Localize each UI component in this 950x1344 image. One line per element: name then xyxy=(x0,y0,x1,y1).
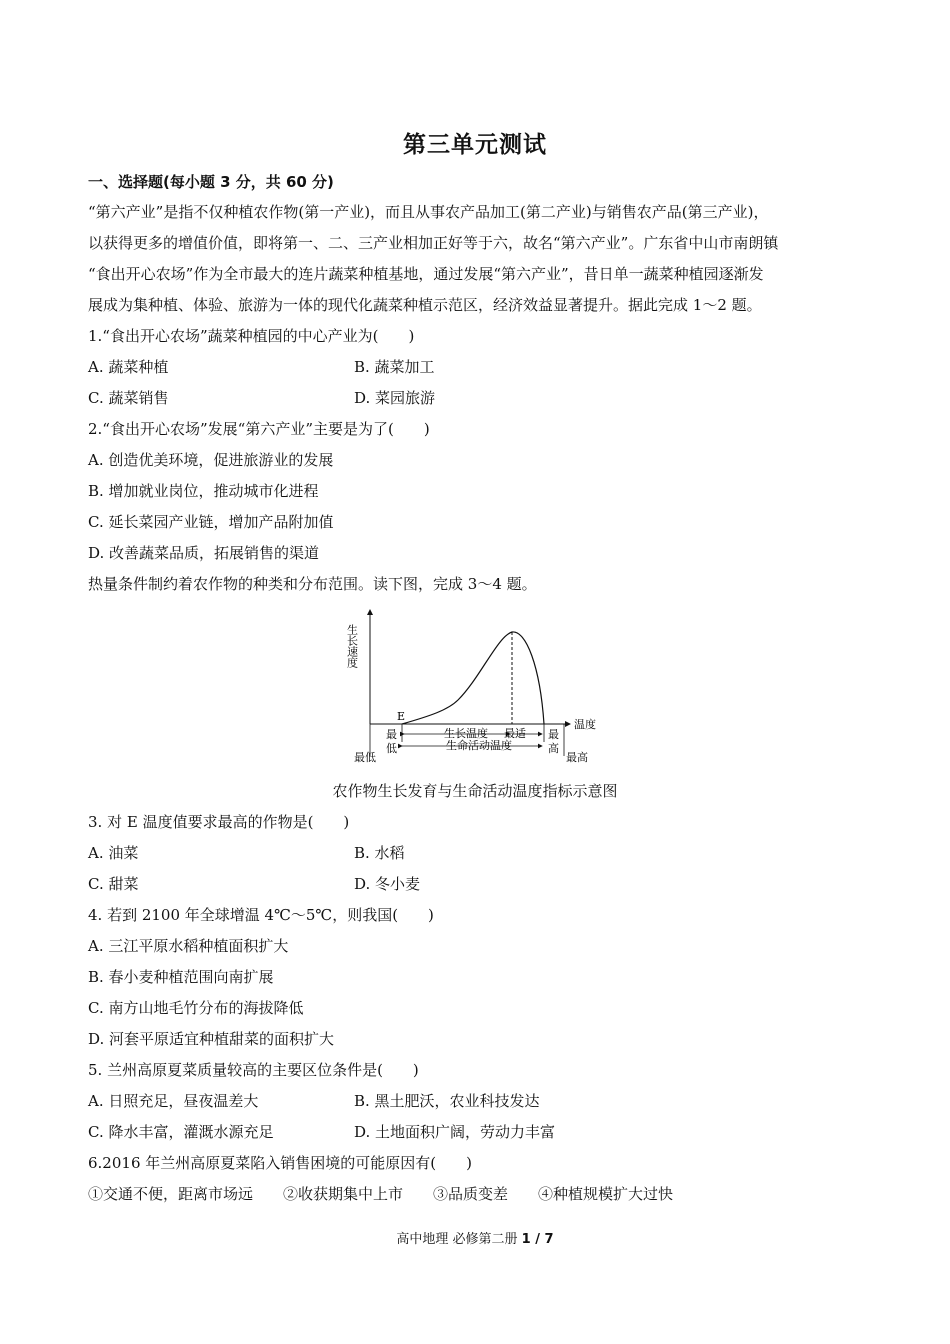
q4-option-c: C. 南方山地毛竹分布的海拔降低 xyxy=(88,999,304,1017)
passage1-line-3: “食出开心农场”作为全市最大的连片蔬菜种植基地，通过发展“第六产业”，昔日单一蔬菜种植园逐渐发 xyxy=(88,265,764,283)
q1-option-c: C. 蔬菜销售 xyxy=(88,389,169,407)
section-heading: 一、选择题(每小题 3 分，共 60 分) xyxy=(88,173,334,191)
q1-stem: 1.“食出开心农场”蔬菜种植园的中心产业为( ) xyxy=(88,327,415,345)
life-temp-label: 生命活动温度 xyxy=(446,739,512,752)
passage1-line-4: 展成为集种植、体验、旅游为一体的现代化蔬菜种植示范区，经济效益显著提升。据此完成 1～2 题。 xyxy=(88,296,762,314)
lowest-label: 最低 xyxy=(354,751,376,764)
q2-option-b: B. 增加就业岗位，推动城市化进程 xyxy=(88,482,319,500)
q5-option-a: A. 日照充足，昼夜温差大 xyxy=(88,1092,259,1110)
passage1-line-1: “第六产业”是指不仅种植农作物(第一产业)，而且从事农产品加工(第二产业)与销售农产品(第三产业)， xyxy=(88,203,769,221)
q5-option-c: C. 降水丰富，灌溉水源充足 xyxy=(88,1123,274,1141)
q5-option-b: B. 黑土肥沃，农业科技发达 xyxy=(354,1092,540,1110)
q1-option-d: D. 菜园旅游 xyxy=(354,389,436,407)
q2-option-c: C. 延长菜园产业链，增加产品附加值 xyxy=(88,513,334,531)
q5-option-d: D. 土地面积广阔，劳动力丰富 xyxy=(354,1123,556,1141)
q6-stem: 6.2016 年兰州高原夏菜陷入销售困境的可能原因有( ) xyxy=(88,1154,472,1172)
footer-sep: / xyxy=(530,1232,545,1247)
optimal-label: 最适 xyxy=(504,727,526,740)
zui-di-top: 最 xyxy=(386,728,397,741)
q3-stem: 3. 对 E 温度值要求最高的作物是( ) xyxy=(88,813,350,831)
x-axis-label: 温度 xyxy=(574,718,596,731)
q4-option-a: A. 三江平原水稻种植面积扩大 xyxy=(88,937,289,955)
document-title: 第三单元测试 xyxy=(403,132,547,158)
footer-text: 高中地理 必修第二册 xyxy=(396,1232,522,1247)
q3-option-a: A. 油菜 xyxy=(88,844,139,862)
zui-gao-top: 最 xyxy=(548,728,559,741)
footer-total: 7 xyxy=(544,1232,554,1247)
passage2: 热量条件制约着农作物的种类和分布范围。读下图，完成 3～4 题。 xyxy=(88,575,537,593)
growth-curve xyxy=(402,632,544,724)
point-e-label: E xyxy=(397,710,406,723)
q1-option-b: B. 蔬菜加工 xyxy=(354,358,435,376)
q1-option-a: A. 蔬菜种植 xyxy=(88,358,169,376)
temperature-diagram xyxy=(340,606,620,766)
q3-option-b: B. 水稻 xyxy=(354,844,405,862)
q2-stem: 2.“食出开心农场”发展“第六产业”主要是为了( ) xyxy=(88,420,430,438)
q5-stem: 5. 兰州高原夏菜质量较高的主要区位条件是( ) xyxy=(88,1061,419,1079)
passage1-line-2: 以获得更多的增值价值，即将第一、二、三产业相加正好等于六，故名“第六产业”。广东省中山市南朗镇 xyxy=(88,234,779,252)
highest-label: 最高 xyxy=(566,751,588,764)
footer-page: 1 xyxy=(521,1232,531,1247)
growth-temp-label: 生长温度 xyxy=(444,727,488,740)
page-footer xyxy=(0,1228,950,1247)
q2-option-d: D. 改善蔬菜品质，拓展销售的渠道 xyxy=(88,544,320,562)
figure-caption: 农作物生长发育与生命活动温度指标示意图 xyxy=(332,782,618,800)
q3-option-d: D. 冬小麦 xyxy=(354,875,421,893)
zui-di-bottom: 低 xyxy=(386,742,397,755)
y-axis-label: 生长速度 xyxy=(345,624,359,668)
q4-option-b: B. 春小麦种植范围向南扩展 xyxy=(88,968,274,986)
q4-option-d: D. 河套平原适宜种植甜菜的面积扩大 xyxy=(88,1030,335,1048)
q4-stem: 4. 若到 2100 年全球增温 4℃～5℃，则我国( ) xyxy=(88,906,434,924)
q2-option-a: A. 创造优美环境，促进旅游业的发展 xyxy=(88,451,334,469)
q6-items: ①交通不便，距离市场远 ②收获期集中上市 ③品质变差 ④种植规模扩大过快 xyxy=(88,1185,674,1203)
zui-gao-bottom: 高 xyxy=(548,742,559,755)
q3-option-c: C. 甜菜 xyxy=(88,875,139,893)
